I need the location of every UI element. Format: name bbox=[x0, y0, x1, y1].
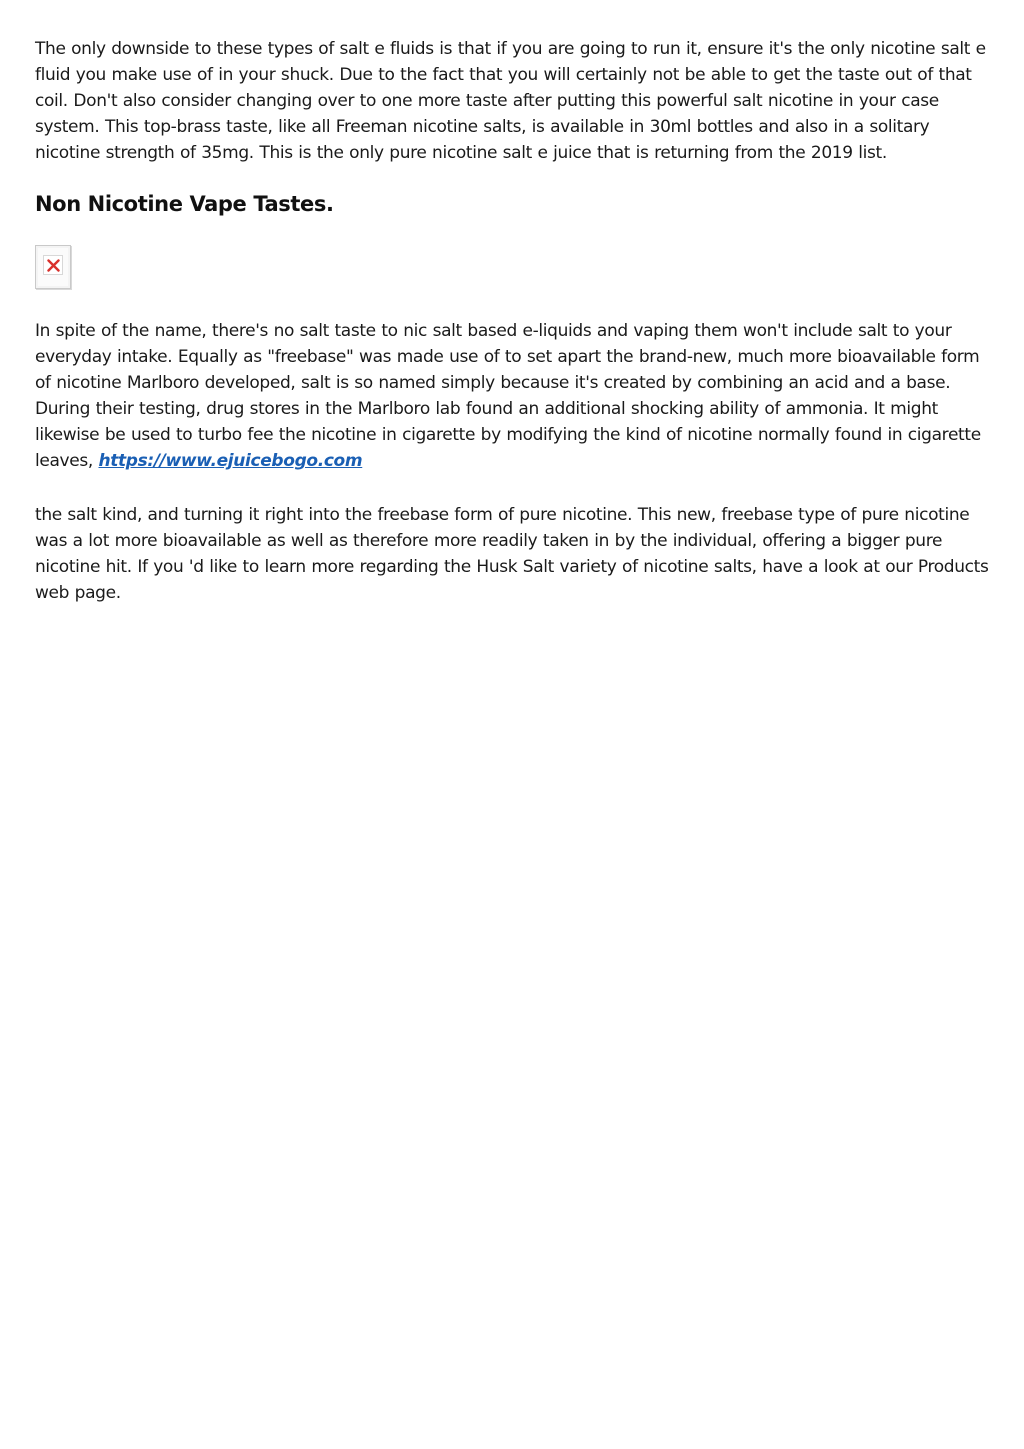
ejuicebogo-link[interactable]: https://www.ejuicebogo.com bbox=[98, 451, 363, 471]
paragraph-salt-explanation bbox=[35, 318, 995, 474]
document-page bbox=[35, 36, 995, 606]
section-heading: Non Nicotine Vape Tastes. bbox=[35, 192, 334, 216]
paragraph-intro: The only downside to these types of salt e fluids is that if you are going to run it, ensure it's the only nicotine salt e fluid you make use of in your shuck. Due to the fact that you will certainly not be able to get the taste out of that coil. Don't also consider changing over to one more taste after putting this powerful salt nicotine in your case system. This top-brass taste, like all Freeman nicotine salts, is available in 30ml bottles and also in a solitary nicotine strength of 35mg. This is the only pure nicotine salt e juice that is returning from the 2019 list. bbox=[35, 39, 986, 163]
paragraph-salt-text: In spite of the name, there's no salt taste to nic salt based e-liquids and vaping them won't include salt to your everyday intake. Equally as "freebase" was made use of to set apart the brand-new, much more bioavailable form of nicotine Marlboro developed, salt is so named simply because it's created by combining an acid and a base. During their testing, drug stores in the Marlboro lab found an additional shocking ability of ammonia. It might likewise be used to turbo fee the nicotine in cigarette by modifying the kind of nicotine normally found in cigarette leaves, bbox=[35, 321, 981, 471]
image-placeholder-frame bbox=[43, 255, 63, 275]
broken-image-icon bbox=[35, 245, 71, 289]
close-icon bbox=[47, 259, 60, 272]
paragraph-freebase: the salt kind, and turning it right into the freebase form of pure nicotine. This new, freebase type of pure nicotine was a lot more bioavailable as well as therefore more readily taken in by the individual, offering a bigger pure nicotine hit. If you 'd like to learn more regarding the Husk Salt variety of nicotine salts, have a look at our Products web page. bbox=[35, 505, 989, 603]
